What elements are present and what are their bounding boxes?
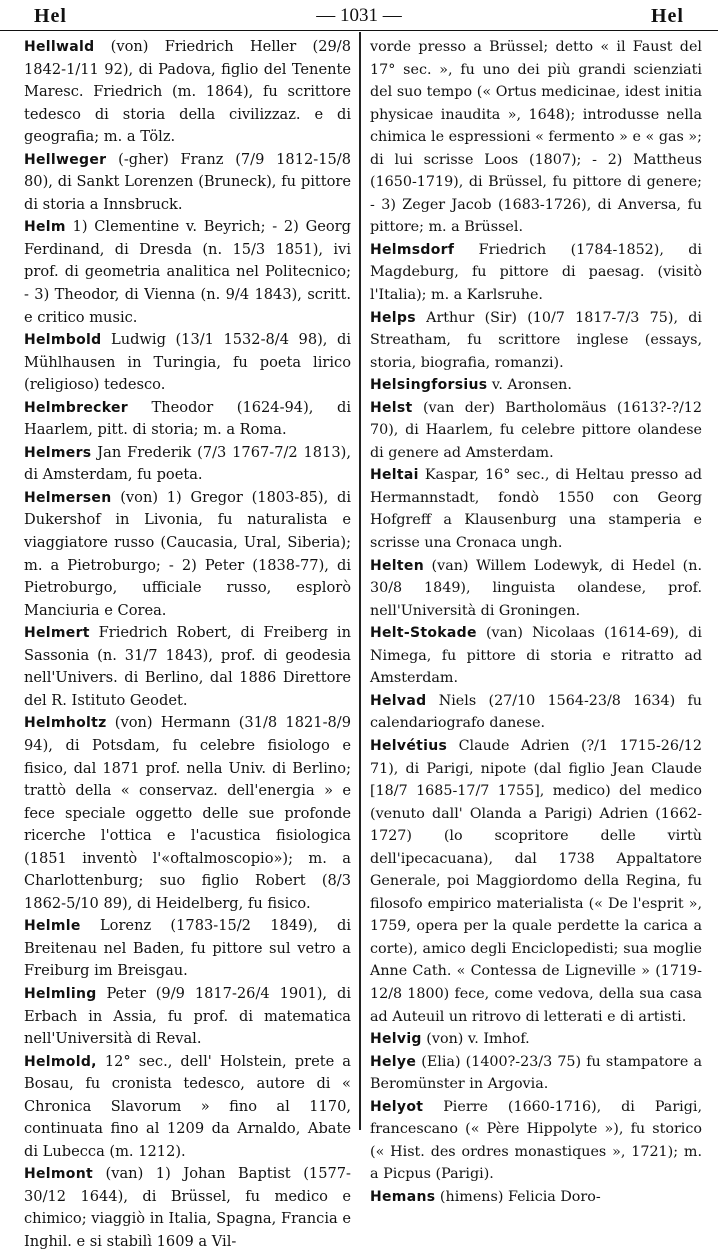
entry-helten (370, 555, 702, 623)
entry-helvetius (370, 735, 702, 1028)
entry-text: (von) v. Imhof. (421, 1031, 530, 1048)
header-right-guide-word: Hel (651, 5, 684, 27)
entry-text: 1) Clementine v. Beyrich; - 2) Georg Ferdinand, di Dresda (n. 15/3 1851), ivi prof. di geometria analitica nel Politecnico; - 3) Theodor, di Vienna (n. 9/4 1843), scritt. e critico music. (24, 218, 351, 326)
headword: Helmsdorf (370, 241, 455, 258)
headword: Helmle (24, 918, 81, 935)
entry-helmling (24, 983, 351, 1051)
page-number: — 1031 — (316, 5, 402, 26)
column-divider (359, 32, 361, 1130)
entry-text: (von) Friedrich Heller (29/8 1842-1/11 92), di Padova, figlio del Tenente Maresc. Friedrich (m. 1864), fu scrittore tedesco di storia della civilizzaz. e di geografia; m. a Tölz. (24, 38, 351, 146)
entry-hellwald (24, 36, 351, 149)
headword: Helmold, (24, 1053, 97, 1070)
headword: Helten (370, 557, 424, 574)
headword: Helmert (24, 625, 90, 642)
headword: Helvad (370, 692, 427, 709)
entry-text: Ludwig (13/1 1532-8/4 98), di Mühlhausen in Turingia, fu poeta lirico (religioso) tedesco. (24, 331, 351, 394)
entry-text: Arthur (Sir) (10/7 1817-7/3 75), di Streatham, fu scrittore inglese (essays, storia, biografia, romanzi). (370, 309, 702, 371)
entry-hellweger (24, 149, 351, 217)
entry-text: Theodor (1624-94), di Haarlem, pitt. di storia; m. a Roma. (24, 398, 351, 439)
entry-text: (van der) Bartholomäus (1613?-?/12 70), di Haarlem, fu celebre pittore olandese di genere ad Amsterdam. (370, 399, 702, 461)
entry-text: Kaspar, 16° sec., di Heltau presso ad Hermannstadt, fondò 1550 con Georg Hofgreff a Klausenburg una stamperia e scrisse una Cronaca ungh. (370, 467, 702, 552)
entry-helmont-cont (370, 36, 702, 239)
entry-text: (von) Hermann (31/8 1821-8/9 94), di Potsdam, fu celebre fisiologo e fisico, dal 1871 prof. nella Univ. di Berlino; trattò della « conservaz. dell'energia » e fece speciale oggetto delle sue profonde ricerche l'ottica e l'acustica fisiologica (1851 inventò l'«oftalmoscopio»); m. a Charlottenburg; suo figlio Robert (8/3 1862-5/10 89), di Heidelberg, fu fisico. (24, 714, 351, 912)
entry-helmont (24, 1163, 351, 1253)
entry-text: (Elia) (1400?-23/3 75) fu stampatore a Beromünster in Argovia. (370, 1053, 702, 1093)
entry-helyot (370, 1096, 702, 1186)
entry-helmle (24, 915, 351, 983)
entry-helps (370, 307, 702, 375)
headword: Helst (370, 399, 413, 416)
entry-text: Friedrich Robert, di Freiberg in Sassonia (n. 31/7 1843), prof. di geodesia nell'Univers. di Berlino, dal 1886 Direttore del R. Istituto Geodet. (24, 624, 351, 709)
entry-text: Jan Frederik (7/3 1767-7/2 1813), di Amsterdam, fu poeta. (24, 443, 351, 484)
entry-text: (van) Willem Lodewyk, di Hedel (n. 30/8 1849), linguista olandese, prof. nell'Università di Groningen. (370, 557, 702, 619)
entry-text: Claude Adrien (?/1 1715-26/12 71), di Parigi, nipote (dal figlio Jean Claude [18/7 1685-17/7 1755], medico) del medico (venuto dall' Olanda a Parigi) Adrien (1662-1727) (lo scopritore delle virtù dell'ipecacuana), dal 1738 Appaltatore Generale, poi Maggiordomo della Regina, fu filosofo empirico materialista (« De l'esprit », 1759, opera per la quale perdette la carica a corte), amico degli Enciclopedisti; sua moglie Anne Cath. « Contessa de Ligneville » (1719-12/8 1800) fece, come vedova, della sua casa ad Auteuil un ritrovo di letterati e di artisti. (370, 737, 702, 1025)
entry-text: Niels (27/10 1564-23/8 1634) fu calendariografo danese. (370, 692, 702, 732)
headword: Helt-Stokade (370, 625, 477, 642)
entry-helmsdorf (370, 239, 702, 307)
entry-text: Friedrich (1784-1852), di Magdeburg, fu pittore di paesag. (visitò l'Italia); m. a Karlsruhe. (370, 241, 702, 304)
entry-text: (van) 1) Johan Baptist (1577-30/12 1644), di Brüssel, fu medico e chimico; viaggiò in Italia, Spagna, Francia e Inghil. e si stabilì 1609 a Vil- (24, 1165, 351, 1250)
entry-helmert (24, 622, 351, 712)
entry-text: Lorenz (1783-15/2 1849), di Breitenau nel Baden, fu pittore sul vetro a Freiburg im Breisgau. (24, 917, 351, 980)
headword: Helye (370, 1053, 417, 1070)
headword: Helm (24, 219, 66, 236)
entry-helmold (24, 1051, 351, 1164)
entry-helmbrecker (24, 397, 351, 442)
headword: Helmling (24, 985, 97, 1002)
entry-text: (von) 1) Gregor (1803-85), di Dukershof in Livonia, fu naturalista e viaggiatore russo (Caucasia, Ural, Siberia); m. a Pietroburgo; - 2) Peter (1838-77), di Pietroburgo, ufficiale russo, esplorò Manciuria e Corea. (24, 488, 351, 619)
entry-helmbold (24, 329, 351, 397)
headword: Helmersen (24, 489, 112, 506)
entry-text: vorde presso a Brüssel; detto « il Faust del 17° sec. », fu uno dei più grandi scienziati del suo tempo (« Ortus medicinae, idest initia physicae inaudita », 1648); introdusse nella chimica le espressioni « fermento » e « gas »; di lui scrisse Loos (1807); - 2) Mattheus (1650-1719), di Brüssel, fu pittore di genere; - 3) Zeger Jacob (1683-1726), di Anversa, fu pittore; m. a Brüssel. (370, 39, 702, 236)
headword: Helvétius (370, 737, 448, 754)
entry-text: Pierre (1660-1716), di Parigi, francescano (« Père Hippolyte »), fu storico (« Hist. des ordres monastiques », 1721); m. a Picpus (Parigi). (370, 1098, 702, 1183)
entry-text: (van) Nicolaas (1614-69), di Nimega, fu pittore di storia e ritratto ad Amsterdam. (370, 625, 702, 687)
headword: Helmers (24, 444, 92, 461)
entry-helvig (370, 1028, 702, 1051)
entry-heltai (370, 464, 702, 554)
entry-helst (370, 397, 702, 465)
headword: Helvig (370, 1031, 422, 1048)
headword: Helyot (370, 1098, 424, 1115)
entry-text: (himens) Felicia Doro- (435, 1188, 601, 1205)
entry-helm (24, 216, 351, 329)
headword: Helsingforsius (370, 377, 488, 394)
left-column (24, 36, 351, 1254)
page-header (0, 4, 718, 31)
headword: Helmbold (24, 332, 102, 349)
entry-helsingforsius (370, 374, 702, 397)
right-column (370, 36, 702, 1208)
entry-helmholtz (24, 712, 351, 915)
headword: Helmholtz (24, 715, 107, 732)
entry-helmers (24, 442, 351, 487)
entry-text: 12° sec., dell' Holstein, prete a Bosau, fu cronista tedesco, autore di « Chronica Slavorum » fino al 1170, continuata fino al 1209 da Arnaldo, Abate di Lubecca (m. 1212). (24, 1052, 351, 1160)
entry-text: Peter (9/9 1817-26/4 1901), di Erbach in Assia, fu prof. di matematica nell'Università di Reval. (24, 984, 351, 1048)
entry-text: (-gher) Franz (7/9 1812-15/8 80), di Sankt Lorenzen (Bruneck), fu pittore di storia a Innsbruck. (24, 150, 351, 213)
entry-helye (370, 1051, 702, 1096)
entry-helmersen (24, 487, 351, 622)
entry-text: v. Aronsen. (487, 377, 572, 394)
header-left-guide-word: Hel (34, 5, 67, 27)
headword: Hemans (370, 1188, 436, 1205)
entry-helt-stokade (370, 622, 702, 690)
entry-hemans (370, 1186, 702, 1209)
headword: Helps (370, 309, 416, 326)
entry-helvad (370, 690, 702, 735)
headword: Helmont (24, 1166, 93, 1183)
headword: Helmbrecker (24, 399, 128, 416)
headword: Hellwald (24, 39, 95, 55)
headword: Hellweger (24, 151, 107, 168)
headword: Heltai (370, 467, 419, 484)
